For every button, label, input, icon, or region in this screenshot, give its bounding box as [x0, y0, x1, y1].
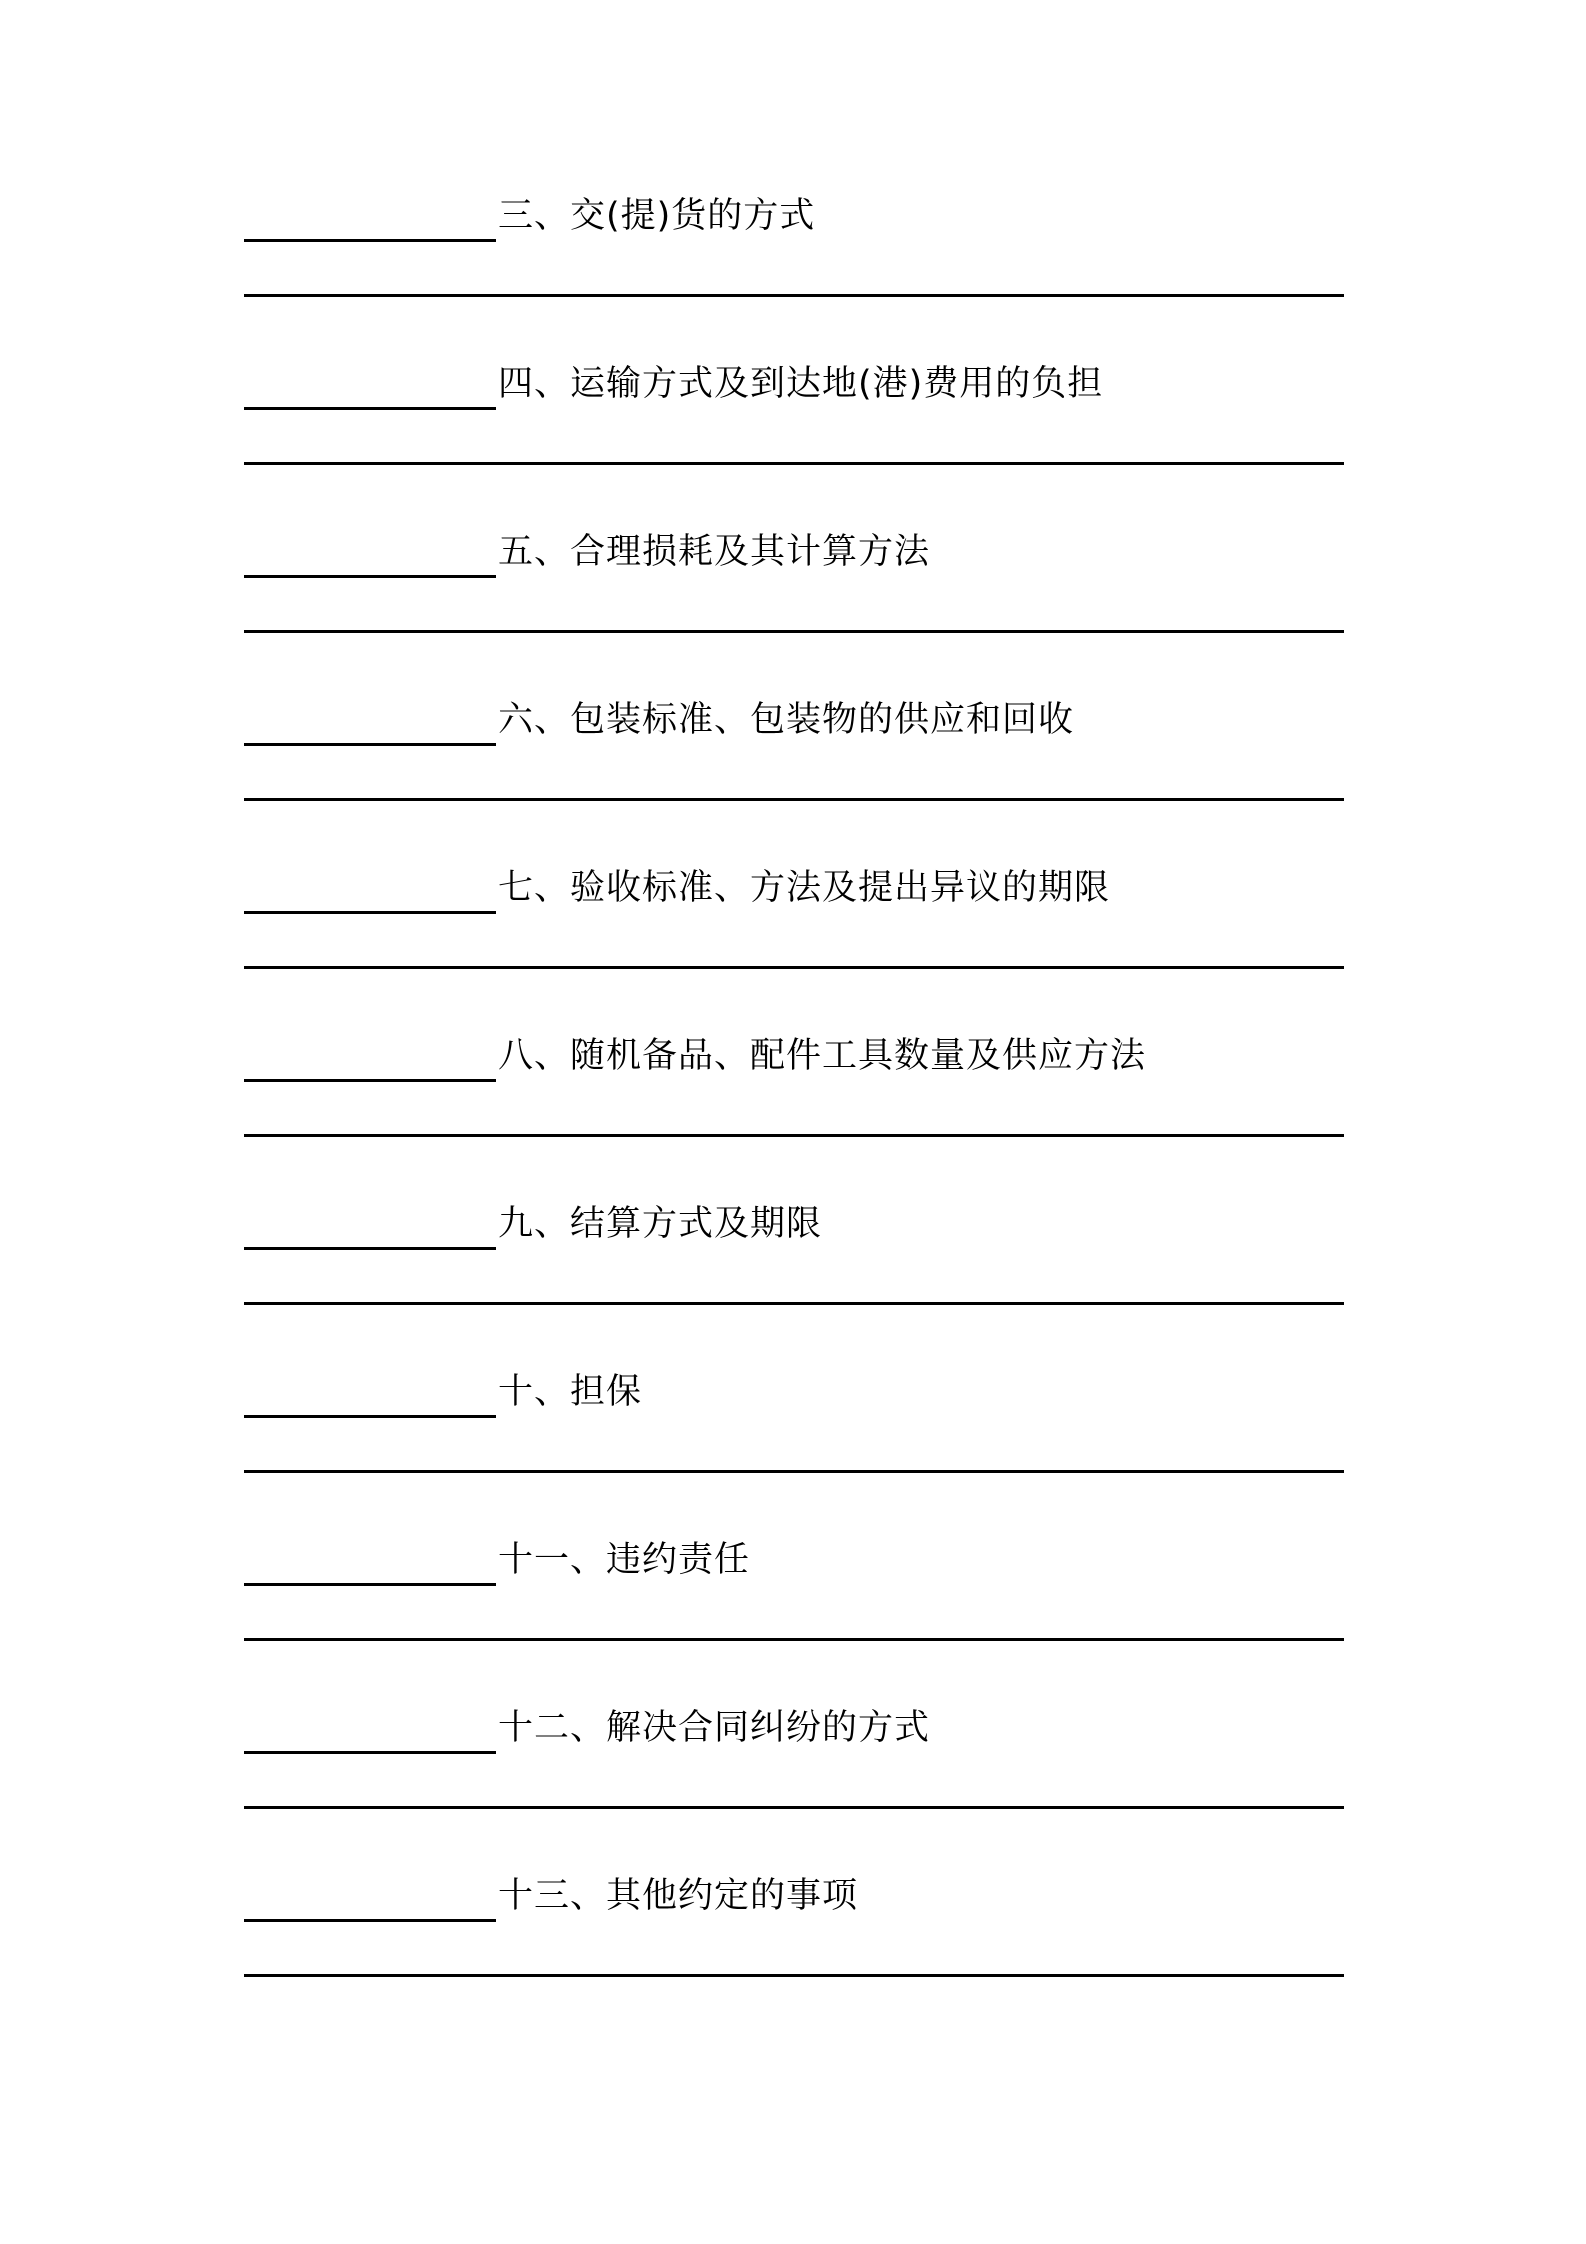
short-fill-in-blank[interactable]	[244, 534, 496, 578]
section-heading-row	[244, 690, 1074, 746]
section-heading: 十一、违约责任	[498, 1540, 751, 1580]
section-heading: 十二、解决合同纠纷的方式	[498, 1708, 931, 1748]
long-fill-in-blank[interactable]	[244, 1974, 1344, 1977]
long-fill-in-blank[interactable]	[244, 1470, 1344, 1473]
section-breach-liability	[244, 1530, 1344, 1698]
long-fill-in-blank[interactable]	[244, 1638, 1344, 1641]
short-fill-in-blank[interactable]	[244, 1206, 496, 1250]
short-fill-in-blank[interactable]	[244, 870, 496, 914]
long-fill-in-blank[interactable]	[244, 1302, 1344, 1305]
section-heading-row	[244, 1194, 822, 1250]
long-fill-in-blank[interactable]	[244, 630, 1344, 633]
section-delivery-method	[244, 186, 1344, 354]
section-heading: 九、结算方式及期限	[498, 1204, 823, 1244]
section-heading-row	[244, 1530, 750, 1586]
section-other-matters	[244, 1866, 1344, 2034]
section-heading: 十、担保	[498, 1372, 643, 1412]
section-heading: 六、包装标准、包装物的供应和回收	[498, 700, 1075, 740]
long-fill-in-blank[interactable]	[244, 462, 1344, 465]
section-settlement	[244, 1194, 1344, 1362]
short-fill-in-blank[interactable]	[244, 366, 496, 410]
short-fill-in-blank[interactable]	[244, 1878, 496, 1922]
section-heading-row	[244, 522, 930, 578]
long-fill-in-blank[interactable]	[244, 798, 1344, 801]
section-reasonable-loss	[244, 522, 1344, 690]
short-fill-in-blank[interactable]	[244, 1710, 496, 1754]
short-fill-in-blank[interactable]	[244, 1374, 496, 1418]
long-fill-in-blank[interactable]	[244, 1134, 1344, 1137]
section-heading-row	[244, 1362, 642, 1418]
section-heading: 十三、其他约定的事项	[498, 1876, 859, 1916]
section-heading: 四、运输方式及到达地(港)费用的负担	[498, 364, 1104, 404]
section-transport-cost	[244, 354, 1344, 522]
section-heading-row	[244, 858, 1110, 914]
section-dispute-resolution	[244, 1698, 1344, 1866]
section-guarantee	[244, 1362, 1344, 1530]
short-fill-in-blank[interactable]	[244, 702, 496, 746]
section-heading-row	[244, 1026, 1146, 1082]
section-acceptance	[244, 858, 1344, 1026]
section-heading-row	[244, 186, 815, 242]
section-packaging	[244, 690, 1344, 858]
section-heading: 三、交(提)货的方式	[498, 196, 816, 236]
long-fill-in-blank[interactable]	[244, 294, 1344, 297]
section-heading: 八、随机备品、配件工具数量及供应方法	[498, 1036, 1147, 1076]
long-fill-in-blank[interactable]	[244, 1806, 1344, 1809]
section-heading-row	[244, 1866, 858, 1922]
short-fill-in-blank[interactable]	[244, 198, 496, 242]
short-fill-in-blank[interactable]	[244, 1542, 496, 1586]
section-heading: 五、合理损耗及其计算方法	[498, 532, 931, 572]
long-fill-in-blank[interactable]	[244, 966, 1344, 969]
section-heading-row	[244, 354, 1103, 410]
section-spare-parts	[244, 1026, 1344, 1194]
section-heading: 七、验收标准、方法及提出异议的期限	[498, 868, 1111, 908]
section-heading-row	[244, 1698, 930, 1754]
short-fill-in-blank[interactable]	[244, 1038, 496, 1082]
